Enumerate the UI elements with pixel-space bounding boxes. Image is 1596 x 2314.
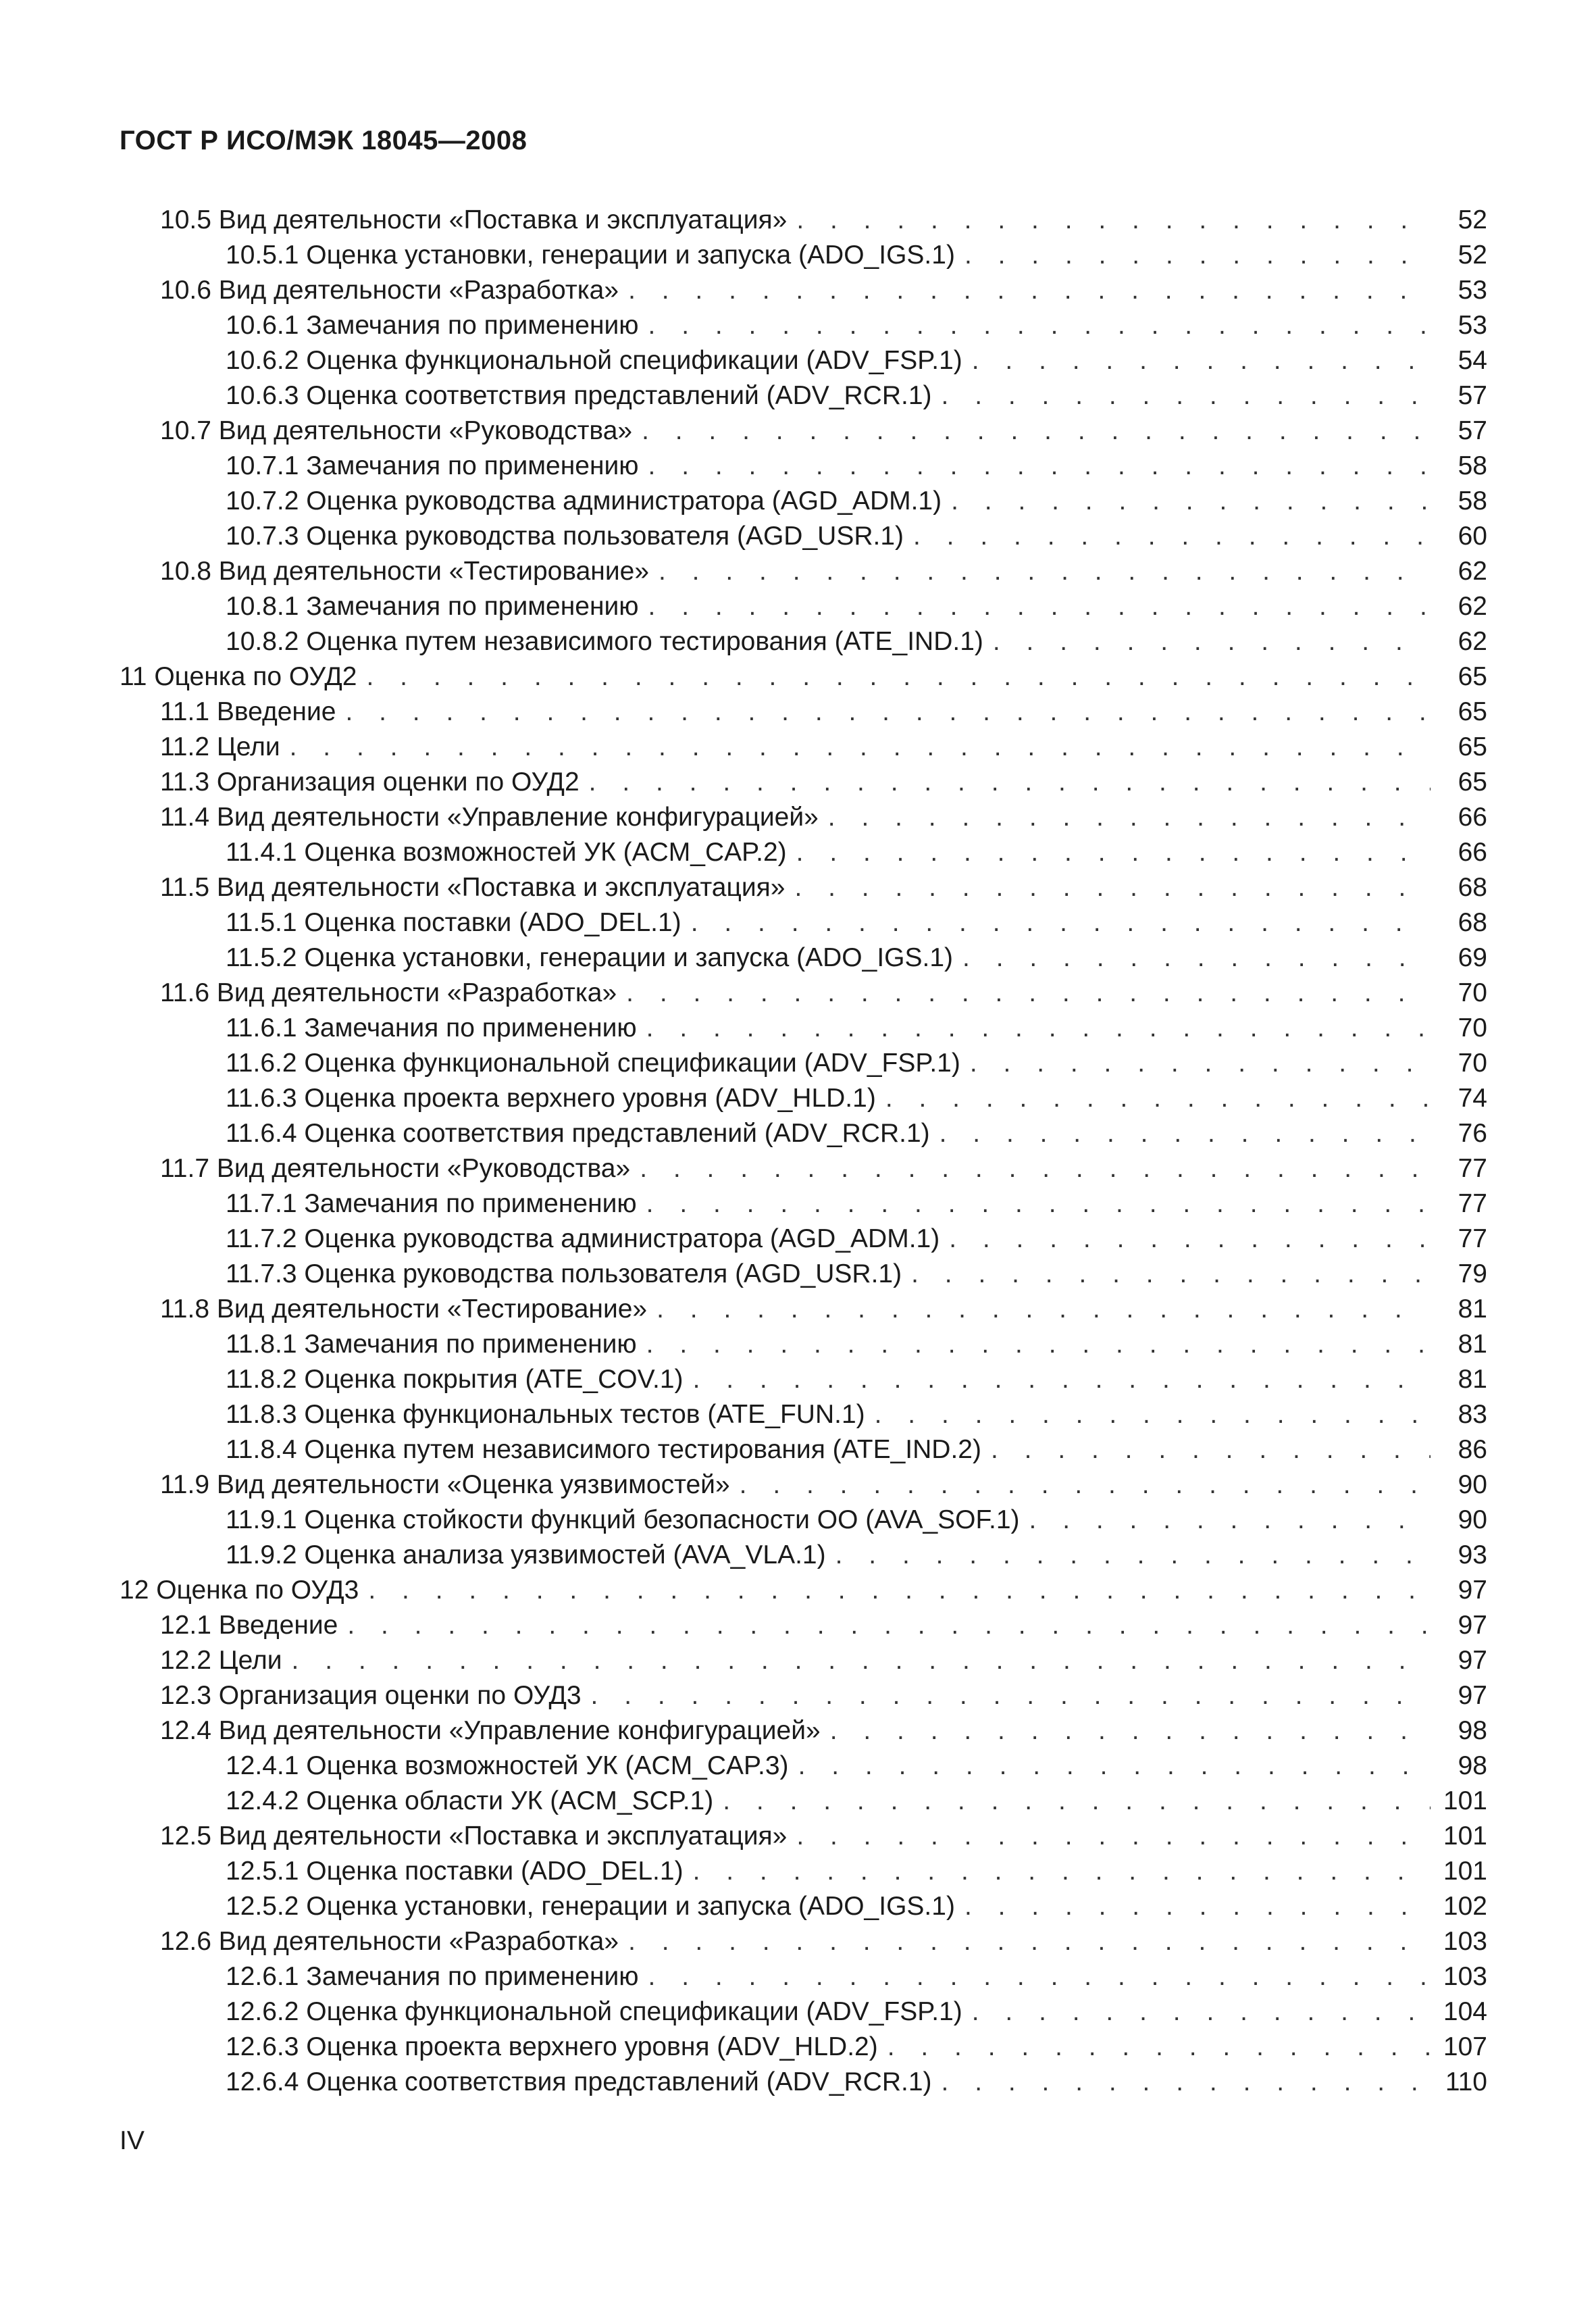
toc-entry-title: 11.7 Вид деятельности «Руководства»	[160, 1154, 631, 1183]
toc-entry-title: 11.9 Вид деятельности «Оценка уязвимостей»	[160, 1470, 730, 1499]
toc-dot-leader	[828, 800, 1431, 835]
toc-entry	[120, 1257, 1487, 1292]
toc-dot-leader	[972, 343, 1431, 378]
toc-entry	[120, 203, 1487, 238]
toc-entry-title: 10.6.2 Оценка функциональной спецификации (ADV_FSP.1)	[226, 346, 962, 375]
toc-dot-leader	[628, 273, 1431, 308]
toc-entry-page: 70	[1458, 1049, 1487, 1078]
toc-entry-page: 97	[1458, 1681, 1487, 1710]
toc-dot-leader	[993, 624, 1431, 659]
toc-dot-leader	[626, 976, 1431, 1011]
toc-dot-leader	[366, 659, 1431, 695]
toc-dot-leader	[796, 203, 1431, 238]
toc-entry-title: 10.5.1 Оценка установки, генерации и запуска (ADO_IGS.1)	[226, 241, 955, 270]
toc-entry-title: 11.7.3 Оценка руководства пользователя (AGD_USR.1)	[226, 1259, 902, 1288]
toc-entry-title: 11.8.4 Оценка путем независимого тестирования (ATE_IND.2)	[226, 1435, 981, 1464]
toc-entry-page: 90	[1458, 1470, 1487, 1499]
toc-entry	[120, 2065, 1487, 2100]
toc-dot-leader	[875, 1397, 1431, 1432]
toc-dot-leader	[942, 2065, 1431, 2100]
toc-entry-title: 11.2 Цели	[160, 732, 280, 761]
toc-entry	[120, 835, 1487, 870]
toc-dot-leader	[962, 940, 1431, 976]
toc-entry	[120, 273, 1487, 308]
toc-entry	[120, 1151, 1487, 1186]
toc-entry	[120, 449, 1487, 484]
toc-entry-page: 81	[1458, 1294, 1487, 1324]
toc-entry	[120, 413, 1487, 449]
toc-dot-leader	[591, 1678, 1431, 1713]
toc-dot-leader	[885, 1081, 1431, 1116]
toc-entry-title: 12.4.2 Оценка области УК (ACM_SCP.1)	[226, 1786, 714, 1815]
toc-entry	[120, 1573, 1487, 1608]
toc-entry	[120, 1889, 1487, 1924]
toc-dot-leader	[589, 765, 1431, 800]
toc-entry	[120, 1432, 1487, 1467]
toc-entry-title: 10.5 Вид деятельности «Поставка и эксплуатация»	[160, 205, 788, 234]
toc-entry	[120, 1959, 1487, 1994]
toc-entry-title: 11.4.1 Оценка возможностей УК (ACM_CAP.2)	[226, 838, 787, 867]
toc-entry-title: 12.6.2 Оценка функциональной спецификации (ADV_FSP.1)	[226, 1997, 962, 2026]
toc-entry	[120, 1503, 1487, 1538]
toc-entry-page: 60	[1458, 522, 1487, 551]
toc-dot-leader	[657, 1292, 1431, 1327]
toc-entry	[120, 343, 1487, 378]
toc-entry-page: 104	[1443, 1997, 1487, 2026]
toc-entry	[120, 484, 1487, 519]
toc-entry	[120, 940, 1487, 976]
toc-entry-title: 12.6.1 Замечания по применению	[226, 1962, 639, 1991]
toc-entry-page: 83	[1458, 1400, 1487, 1429]
toc-entry-title: 11.6 Вид деятельности «Разработка»	[160, 978, 617, 1007]
toc-entry-page: 74	[1458, 1084, 1487, 1113]
toc-entry-page: 70	[1458, 1013, 1487, 1042]
toc-entry	[120, 1222, 1487, 1257]
toc-entry-title: 11.1 Введение	[160, 697, 336, 726]
toc-entry-page: 54	[1458, 346, 1487, 375]
toc-entry	[120, 589, 1487, 624]
toc-entry-page: 57	[1458, 416, 1487, 445]
toc-dot-leader	[887, 2030, 1431, 2065]
toc-entry-page: 65	[1458, 732, 1487, 761]
toc-entry-page: 101	[1443, 1821, 1487, 1851]
toc-entry	[120, 800, 1487, 835]
toc-dot-leader	[659, 554, 1431, 589]
toc-entry-title: 11.7.2 Оценка руководства администратора (AGD_ADM.1)	[226, 1224, 940, 1253]
toc-entry-page: 65	[1458, 697, 1487, 726]
toc-entry	[120, 238, 1487, 273]
toc-entry	[120, 1538, 1487, 1573]
toc-dot-leader	[964, 1889, 1431, 1924]
toc-entry	[120, 1362, 1487, 1397]
toc-dot-leader	[972, 1994, 1431, 2030]
toc-entry-title: 10.7.2 Оценка руководства администратора (AGD_ADM.1)	[226, 486, 942, 515]
toc-entry	[120, 1643, 1487, 1678]
toc-dot-leader	[347, 1608, 1431, 1643]
toc-entry-page: 81	[1458, 1365, 1487, 1394]
toc-entry-title: 11.5.1 Оценка поставки (ADO_DEL.1)	[226, 908, 681, 937]
toc-dot-leader	[693, 1854, 1431, 1889]
toc-entry-title: 12.5.1 Оценка поставки (ADO_DEL.1)	[226, 1857, 684, 1886]
toc-entry-page: 58	[1458, 451, 1487, 480]
toc-dot-leader	[290, 730, 1431, 765]
page-number: IV	[120, 2126, 145, 2155]
toc-entry-title: 10.8.2 Оценка путем независимого тестирования (ATE_IND.1)	[226, 627, 983, 656]
toc-entry-page: 65	[1458, 768, 1487, 797]
toc-entry-page: 70	[1458, 978, 1487, 1007]
toc-entry-title: 11.6.4 Оценка соответствия представлений (ADV_RCR.1)	[226, 1119, 930, 1148]
toc-dot-leader	[796, 1819, 1431, 1854]
toc-entry-page: 66	[1458, 803, 1487, 832]
toc-entry	[120, 1397, 1487, 1432]
toc-entry-page: 57	[1458, 381, 1487, 410]
toc-entry	[120, 765, 1487, 800]
toc-dot-leader	[646, 1011, 1431, 1046]
toc-entry-page: 97	[1458, 1646, 1487, 1675]
toc-entry	[120, 870, 1487, 905]
toc-entry	[120, 1784, 1487, 1819]
toc-entry-page: 98	[1458, 1716, 1487, 1745]
toc-dot-leader	[723, 1784, 1431, 1819]
toc-entry	[120, 695, 1487, 730]
toc-entry-page: 68	[1458, 908, 1487, 937]
toc-dot-leader	[368, 1573, 1431, 1608]
toc-entry-page: 103	[1443, 1927, 1487, 1956]
toc-entry	[120, 1819, 1487, 1854]
toc-entry-page: 52	[1458, 205, 1487, 234]
toc-entry	[120, 624, 1487, 659]
toc-entry-title: 12.6.4 Оценка соответствия представлений (ADV_RCR.1)	[226, 2067, 932, 2096]
toc-entry-page: 77	[1458, 1189, 1487, 1218]
toc-entry-page: 76	[1458, 1119, 1487, 1148]
toc-dot-leader	[648, 589, 1431, 624]
toc-entry-title: 12.3 Организация оценки по ОУД3	[160, 1681, 582, 1710]
toc-dot-leader	[949, 1222, 1431, 1257]
toc-entry-title: 11.8 Вид деятельности «Тестирование»	[160, 1294, 648, 1324]
toc-dot-leader	[292, 1643, 1431, 1678]
toc-entry-title: 12.2 Цели	[160, 1646, 282, 1675]
toc-entry-page: 62	[1458, 592, 1487, 621]
toc-entry-page: 101	[1443, 1857, 1487, 1886]
toc-dot-leader	[693, 1362, 1431, 1397]
toc-entry-page: 53	[1458, 311, 1487, 340]
toc-dot-leader	[913, 519, 1431, 554]
toc-entry	[120, 554, 1487, 589]
toc-entry-page: 62	[1458, 627, 1487, 656]
toc-entry-page: 65	[1458, 662, 1487, 691]
toc-entry-title: 12.5.2 Оценка установки, генерации и запуска (ADO_IGS.1)	[226, 1892, 955, 1921]
toc-entry-title: 10.6.1 Замечания по применению	[226, 311, 639, 340]
toc-entry-page: 58	[1458, 486, 1487, 515]
toc-entry-title: 12.6.3 Оценка проекта верхнего уровня (ADV_HLD.2)	[226, 2032, 878, 2061]
toc-entry	[120, 1608, 1487, 1643]
toc-entry-page: 97	[1458, 1576, 1487, 1605]
toc-dot-leader	[691, 905, 1431, 940]
toc-entry-page: 102	[1443, 1892, 1487, 1921]
toc-entry-page: 90	[1458, 1505, 1487, 1534]
toc-dot-leader	[640, 1151, 1431, 1186]
toc-entry-title: 12 Оценка по ОУД3	[120, 1576, 359, 1605]
toc-entry	[120, 1854, 1487, 1889]
toc-entry-page: 107	[1443, 2032, 1487, 2061]
toc-entry-title: 11.5 Вид деятельности «Поставка и эксплуатация»	[160, 873, 786, 902]
document-header: ГОСТ Р ИСО/МЭК 18045—2008	[120, 126, 527, 155]
toc-entry-title: 12.6 Вид деятельности «Разработка»	[160, 1927, 619, 1956]
toc-entry-page: 101	[1443, 1786, 1487, 1815]
toc-dot-leader	[648, 308, 1431, 343]
toc-entry-page: 86	[1458, 1435, 1487, 1464]
toc-dot-leader	[964, 238, 1431, 273]
toc-dot-leader	[951, 484, 1431, 519]
toc-entry	[120, 1011, 1487, 1046]
toc-entry-title: 11 Оценка по ОУД2	[120, 662, 357, 691]
toc-entry-title: 10.6 Вид деятельности «Разработка»	[160, 276, 619, 305]
toc-dot-leader	[648, 1959, 1431, 1994]
toc-entry-page: 97	[1458, 1611, 1487, 1640]
toc-entry-page: 62	[1458, 557, 1487, 586]
toc-entry-page: 77	[1458, 1224, 1487, 1253]
toc-entry	[120, 1994, 1487, 2030]
toc-entry-page: 81	[1458, 1330, 1487, 1359]
toc-entry	[120, 976, 1487, 1011]
toc-entry-title: 12.4 Вид деятельности «Управление конфигурацией»	[160, 1716, 821, 1745]
toc-dot-leader	[628, 1924, 1431, 1959]
toc-entry-title: 11.8.1 Замечания по применению	[226, 1330, 637, 1359]
toc-dot-leader	[970, 1046, 1431, 1081]
toc-entry-page: 103	[1443, 1962, 1487, 1991]
toc-entry	[120, 1292, 1487, 1327]
toc-entry	[120, 1081, 1487, 1116]
toc-entry-page: 110	[1445, 2067, 1487, 2096]
toc-dot-leader	[830, 1713, 1431, 1749]
toc-entry-title: 10.6.3 Оценка соответствия представлений (ADV_RCR.1)	[226, 381, 932, 410]
toc-entry-title: 11.9.1 Оценка стойкости функций безопасности ОО (AVA_SOF.1)	[226, 1505, 1020, 1534]
toc-entry-title: 10.7 Вид деятельности «Руководства»	[160, 416, 633, 445]
toc-entry	[120, 2030, 1487, 2065]
toc-entry	[120, 1116, 1487, 1151]
toc-entry-title: 11.8.2 Оценка покрытия (ATE_COV.1)	[226, 1365, 684, 1394]
toc-entry	[120, 1046, 1487, 1081]
toc-entry	[120, 1327, 1487, 1362]
toc-entry-page: 93	[1458, 1540, 1487, 1569]
toc-entry-page: 98	[1458, 1751, 1487, 1780]
toc-entry-title: 11.8.3 Оценка функциональных тестов (ATE_FUN.1)	[226, 1400, 865, 1429]
toc-entry-title: 12.5 Вид деятельности «Поставка и эксплуатация»	[160, 1821, 788, 1851]
toc-entry	[120, 905, 1487, 940]
toc-entry	[120, 1749, 1487, 1784]
toc-entry-title: 10.8.1 Замечания по применению	[226, 592, 639, 621]
toc-dot-leader	[942, 378, 1431, 413]
toc-dot-leader	[646, 1327, 1431, 1362]
toc-dot-leader	[835, 1538, 1431, 1573]
toc-entry-title: 11.3 Организация оценки по ОУД2	[160, 768, 580, 797]
toc-entry-page: 79	[1458, 1259, 1487, 1288]
toc-entry-page: 53	[1458, 276, 1487, 305]
toc-dot-leader	[648, 449, 1431, 484]
toc-entry-title: 11.5.2 Оценка установки, генерации и запуска (ADO_IGS.1)	[226, 943, 954, 972]
toc-entry-title: 11.9.2 Оценка анализа уязвимостей (AVA_VLA.1)	[226, 1540, 826, 1569]
toc-entry-page: 52	[1458, 241, 1487, 270]
toc-dot-leader	[911, 1257, 1431, 1292]
toc-entry	[120, 1713, 1487, 1749]
toc-dot-leader	[642, 413, 1431, 449]
toc-dot-leader	[939, 1116, 1431, 1151]
toc-dot-leader	[345, 695, 1431, 730]
toc-entry	[120, 1924, 1487, 1959]
table-of-contents	[120, 203, 1487, 2100]
toc-entry	[120, 730, 1487, 765]
toc-entry-page: 68	[1458, 873, 1487, 902]
toc-dot-leader	[798, 1749, 1431, 1784]
toc-entry-title: 10.8 Вид деятельности «Тестирование»	[160, 557, 650, 586]
toc-entry-title: 12.4.1 Оценка возможностей УК (ACM_CAP.3)	[226, 1751, 789, 1780]
toc-dot-leader	[740, 1467, 1431, 1503]
toc-entry	[120, 308, 1487, 343]
toc-entry-title: 10.7.1 Замечания по применению	[226, 451, 639, 480]
toc-entry-page: 69	[1458, 943, 1487, 972]
toc-entry-title: 11.6.1 Замечания по применению	[226, 1013, 637, 1042]
toc-dot-leader	[991, 1432, 1431, 1467]
toc-entry-title: 10.7.3 Оценка руководства пользователя (AGD_USR.1)	[226, 522, 904, 551]
toc-entry	[120, 1678, 1487, 1713]
toc-entry-page: 66	[1458, 838, 1487, 867]
toc-entry	[120, 378, 1487, 413]
toc-dot-leader	[794, 870, 1431, 905]
toc-entry-title: 11.6.3 Оценка проекта верхнего уровня (ADV_HLD.1)	[226, 1084, 876, 1113]
toc-entry-title: 11.4 Вид деятельности «Управление конфигурацией»	[160, 803, 819, 832]
toc-dot-leader	[796, 835, 1431, 870]
toc-entry	[120, 1467, 1487, 1503]
toc-entry	[120, 519, 1487, 554]
toc-entry-title: 11.6.2 Оценка функциональной спецификации (ADV_FSP.1)	[226, 1049, 960, 1078]
toc-entry-title: 11.7.1 Замечания по применению	[226, 1189, 637, 1218]
toc-dot-leader	[1029, 1503, 1431, 1538]
toc-entry	[120, 1186, 1487, 1222]
toc-entry-title: 12.1 Введение	[160, 1611, 338, 1640]
toc-entry-page: 77	[1458, 1154, 1487, 1183]
toc-entry	[120, 659, 1487, 695]
toc-dot-leader	[646, 1186, 1431, 1222]
